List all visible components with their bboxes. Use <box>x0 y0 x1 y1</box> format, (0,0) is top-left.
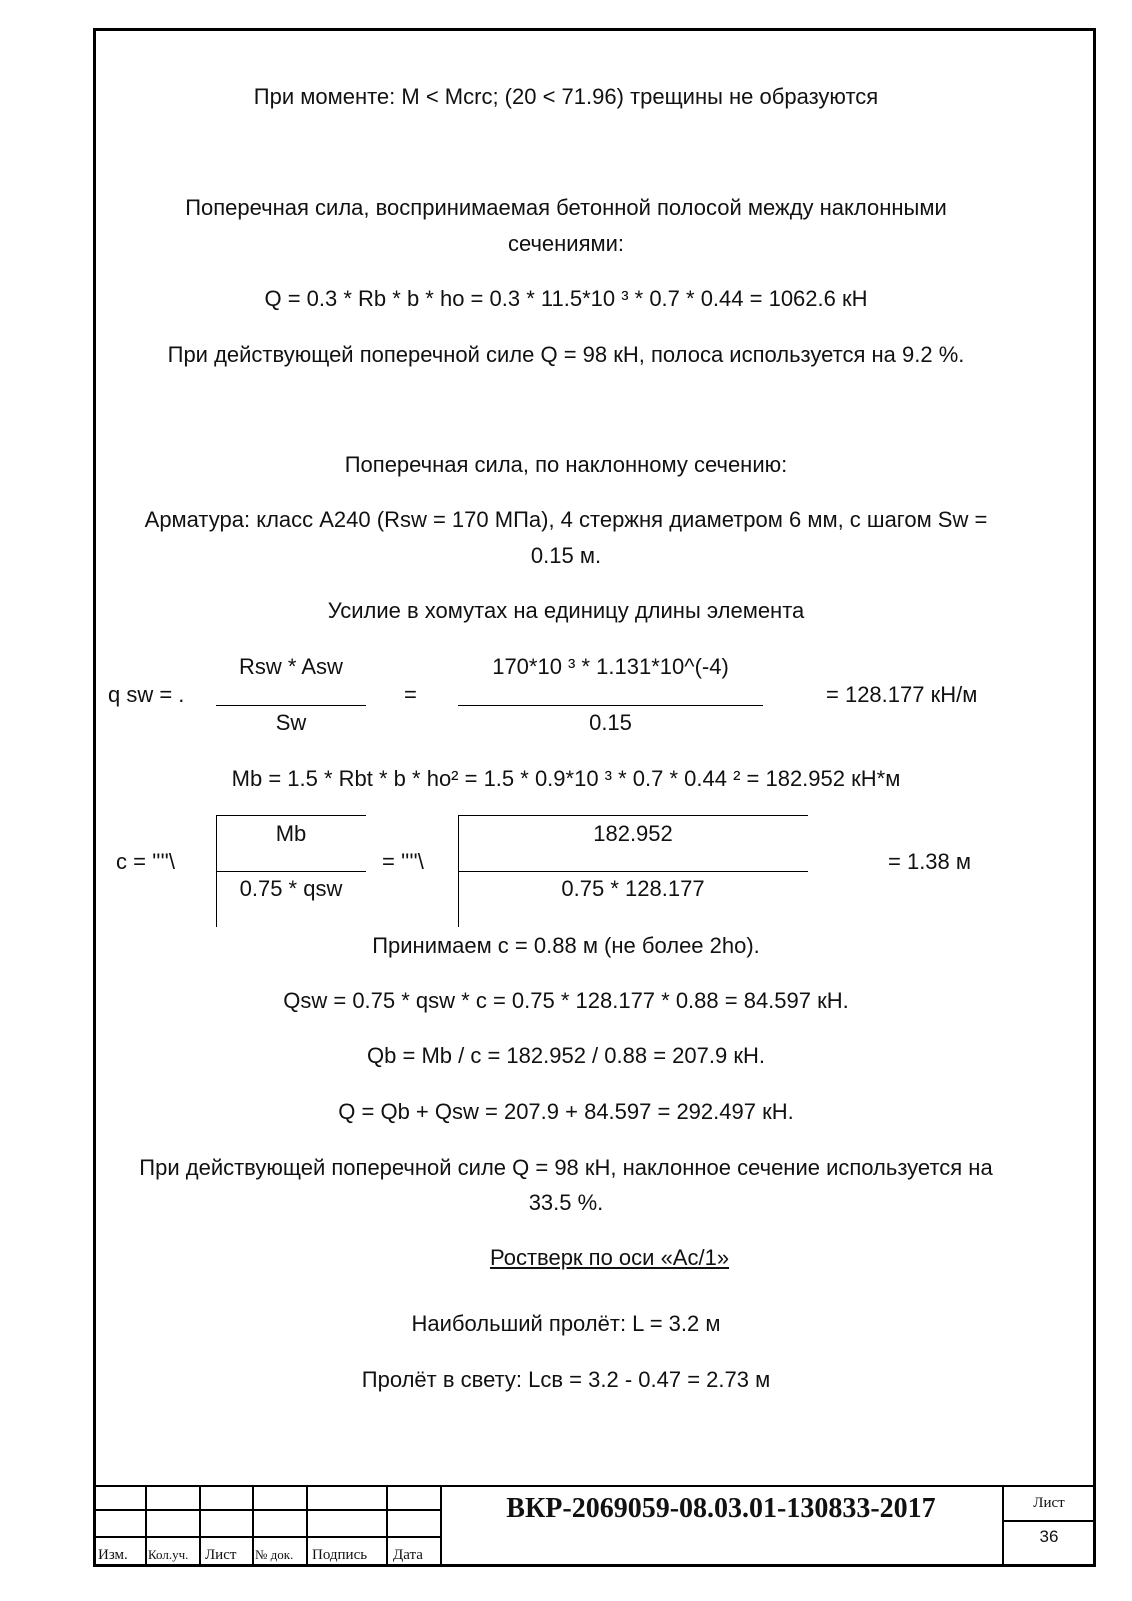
c-numerator-2: 182.952 <box>593 821 673 846</box>
title-block-col-line-3 <box>252 1485 254 1567</box>
mb-formula: Mb = 1.5 * Rbt * b * ho² = 1.5 * 0.9*10 ³ * 0.7 * 0.44 ² = 182.952 кН*м <box>231 766 901 791</box>
c-denominator-2: 0.75 * 128.177 <box>561 876 705 901</box>
inclined-usage-line-2: 33.5 %. <box>528 1190 604 1215</box>
q-total-calculation: Q = Qb + Qsw = 207.9 + 84.597 = 292.497 кН. <box>338 1099 794 1124</box>
c-equals: = ''''\ <box>382 849 424 874</box>
col-date: Дата <box>393 1547 423 1563</box>
title-block-col-line-1 <box>145 1485 147 1567</box>
sheet-cell-divider <box>1002 1520 1096 1522</box>
col-list: Лист <box>205 1547 237 1563</box>
qsw-denominator-2: 0.15 <box>589 710 632 735</box>
c-lhs: c = ''''\ <box>116 849 175 874</box>
sheet-number: 36 <box>1039 1527 1059 1546</box>
c-denominator-1: 0.75 * qsw <box>239 876 343 901</box>
qb-calculation: Qb = Mb / c = 182.952 / 0.88 = 207.9 кН. <box>367 1043 765 1068</box>
root-top-bar-1 <box>216 815 366 816</box>
c-result: = 1.38 м <box>888 849 972 874</box>
c-fraction-bar-2 <box>458 871 808 872</box>
title-block-col-line-2 <box>199 1485 201 1567</box>
root-top-bar-2 <box>458 815 808 816</box>
qsw-fraction-bar-2 <box>458 705 763 706</box>
qsw-calculation: Qsw = 0.75 * qsw * c = 0.75 * 128.177 * 0.88 = 84.597 кН. <box>283 988 849 1013</box>
qsw-denominator-1: Sw <box>275 710 307 735</box>
document-code: ВКР-2069059-08.03.01-130833-2017 <box>506 1493 936 1524</box>
sheet-label: Лист <box>1033 1495 1065 1511</box>
c-accepted: Принимаем c = 0.88 м (не более 2ho). <box>372 933 760 958</box>
strip-heading-line-1: Поперечная сила, воспринимаемая бетонной полосой между наклонными <box>185 195 947 220</box>
inclined-usage-line-1: При действующей поперечной силе Q = 98 кН, наклонное сечение используется на <box>139 1155 993 1180</box>
c-fraction-bar-1 <box>216 871 366 872</box>
clear-span: Пролёт в свету: Lсв = 3.2 - 0.47 = 2.73 м <box>361 1367 771 1392</box>
section-title: Ростверк по оси «Ас/1» <box>490 1245 730 1270</box>
qsw-fraction-bar-1 <box>216 705 366 706</box>
qsw-result: = 128.177 кН/м <box>826 682 978 707</box>
inclined-section-heading: Поперечная сила, по наклонному сечению: <box>344 452 788 477</box>
col-signature: Подпись <box>312 1547 368 1563</box>
title-block-col-line-4 <box>306 1485 308 1567</box>
title-block <box>93 1485 1096 1567</box>
title-block-top-border <box>93 1485 1096 1487</box>
rebar-line-1: Арматура: класс А240 (Rsw = 170 МПа), 4 стержня диаметром 6 мм, с шагом Sw = <box>144 507 988 532</box>
qsw-lhs: q sw = . <box>108 682 185 707</box>
col-doc-number: № док. <box>255 1547 294 1562</box>
col-kol-uch: Кол.уч. <box>148 1547 189 1562</box>
qsw-numerator-2: 170*10 ³ * 1.131*10^(-4) <box>492 654 729 679</box>
rebar-line-2: 0.15 м. <box>530 543 602 568</box>
col-izm: Изм. <box>98 1547 128 1563</box>
moment-check: При моменте: M < Mcrc; (20 < 71.96) трещины не образуются <box>253 84 879 109</box>
title-block-col-line-5 <box>386 1485 388 1567</box>
qsw-numerator-1: Rsw * Asw <box>239 654 343 679</box>
qsw-equals: = <box>404 682 417 707</box>
stirrup-heading: Усилие в хомутах на единицу длины элемента <box>327 598 805 623</box>
strip-usage: При действующей поперечной силе Q = 98 кН, полоса используется на 9.2 %. <box>167 342 965 367</box>
c-numerator-1: Mb <box>275 821 307 846</box>
strip-formula: Q = 0.3 * Rb * b * ho = 0.3 * 11.5*10 ³ * 0.7 * 0.44 = 1062.6 кН <box>264 286 868 311</box>
strip-heading-line-2: сечениями: <box>507 231 625 256</box>
largest-span: Наибольший пролёт: L = 3.2 м <box>411 1311 721 1336</box>
